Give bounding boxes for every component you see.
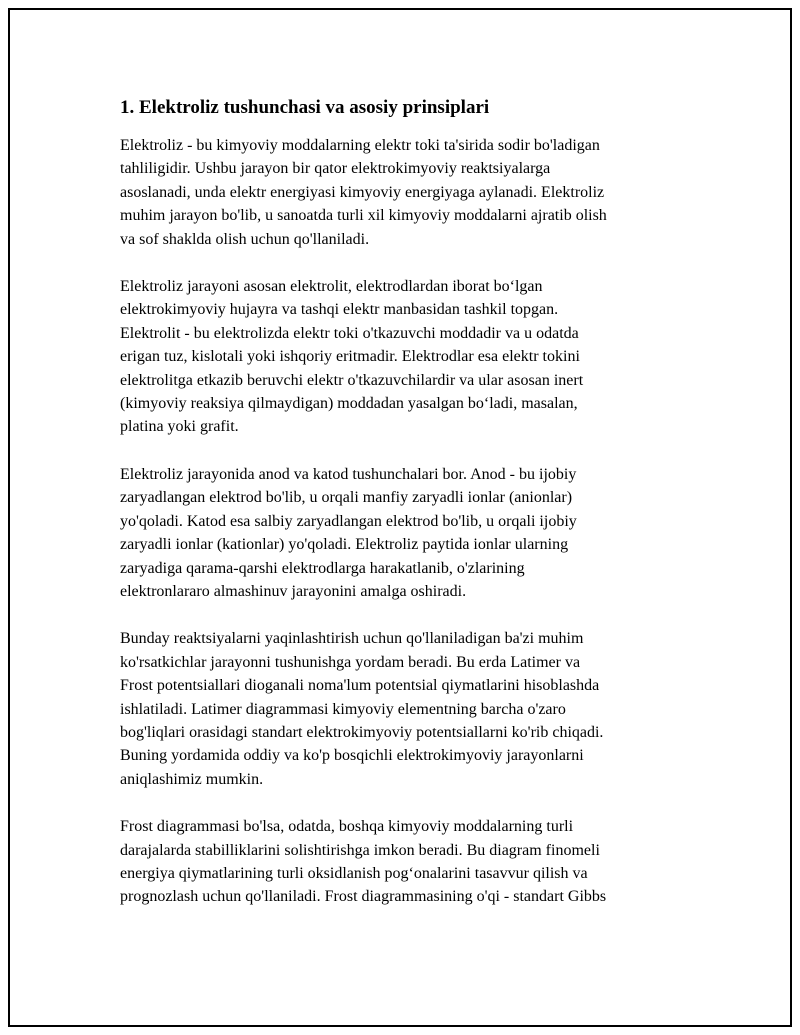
text-line: tahliligidir. Ushbu jarayon bir qator elektrokimyoviy reaktsiyalarga: [120, 160, 551, 178]
text-line: elektrolitga etkazib beruvchi elektr o'tkazuvchilardir va ular asosan inert: [120, 371, 584, 389]
text-line: platina yoki grafit.: [120, 418, 239, 436]
text-line: Elektroliz jarayoni asosan elektrolit, elektrodlardan iborat bo‘lgan: [120, 278, 543, 296]
text-line: energiya qiymatlarining turli oksidlanish pog‘onalarini tasavvur qilish va: [120, 864, 588, 882]
text-line: muhim jarayon bo'lib, u sanoatda turli xil kimyoviy moddalarni ajratib olish: [120, 207, 607, 225]
paragraph-5: [120, 815, 690, 909]
text-line: aniqlashimiz mumkin.: [120, 770, 264, 788]
paragraph-4: [120, 627, 690, 791]
text-line: elektrokimyoviy hujayra va tashqi elektr manbasidan tashkil topgan.: [120, 301, 559, 319]
paragraph-3: [120, 463, 690, 603]
text-line: ko'rsatkichlar jarayonni tushunishga yordam beradi. Bu erda Latimer va: [120, 653, 581, 671]
text-line: Frost potentsiallari dioganali noma'lum potentsial qiymatlarini hisoblashda: [120, 677, 600, 695]
document-body: [120, 96, 690, 933]
text-line: yo'qoladi. Katod esa salbiy zaryadlangan elektrod bo'lib, u orqali ijobiy: [120, 512, 577, 530]
text-line: Bunday reaktsiyalarni yaqinlashtirish uchun qo'llaniladigan ba'zi muhim: [120, 630, 584, 648]
text-line: zaryadli ionlar (kationlar) yo'qoladi. Elektroliz paytida ionlar ularning: [120, 536, 569, 554]
text-line: Elektroliz jarayonida anod va katod tushunchalari bor. Anod - bu ijobiy: [120, 465, 577, 483]
page-frame: [8, 8, 792, 1027]
text-line: bog'liqlari orasidagi standart elektrokimyoviy potentsiallarni ko'rib chiqadi.: [120, 723, 604, 741]
text-line: asoslanadi, unda elektr energiyasi kimyoviy energiyaga aylanadi. Elektroliz: [120, 183, 605, 201]
section-heading: 1. Elektroliz tushunchasi va asosiy prinsiplari: [120, 97, 490, 118]
text-line: darajalarda stabilliklarini solishtirishga imkon beradi. Bu diagram finomeli: [120, 841, 600, 859]
paragraph-2: [120, 275, 690, 439]
text-line: Elektrolit - bu elektrolizda elektr toki o'tkazuvchi moddadir va u odatda: [120, 324, 579, 342]
text-line: va sof shaklda olish uchun qo'llaniladi.: [120, 230, 370, 248]
paragraph-1: [120, 134, 690, 251]
text-line: prognozlash uchun qo'llaniladi. Frost diagrammasining o'qi - standart Gibbs: [120, 888, 607, 906]
text-line: zaryadiga qarama-qarshi elektrodlarga harakatlanib, o'zlarining: [120, 559, 525, 577]
text-line: ishlatiladi. Latimer diagrammasi kimyoviy elementning barcha o'zaro: [120, 700, 566, 718]
text-line: Frost diagrammasi bo'lsa, odatda, boshqa kimyoviy moddalarning turli: [120, 818, 574, 836]
text-line: elektronlararo almashinuv jarayonini amalga oshiradi.: [120, 582, 467, 600]
text-line: Elektroliz - bu kimyoviy moddalarning elektr toki ta'sirida sodir bo'ladigan: [120, 137, 600, 154]
text-line: erigan tuz, kislotali yoki ishqoriy eritmadir. Elektrodlar esa elektr tokini: [120, 348, 580, 366]
text-line: zaryadlangan elektrod bo'lib, u orqali manfiy zaryadli ionlar (anionlar): [120, 489, 573, 507]
text-line: (kimyoviy reaksiya qilmaydigan) moddadan yasalgan bo‘ladi, masalan,: [120, 395, 578, 413]
text-line: Buning yordamida oddiy va ko'p bosqichli elektrokimyoviy jarayonlarni: [120, 747, 584, 765]
